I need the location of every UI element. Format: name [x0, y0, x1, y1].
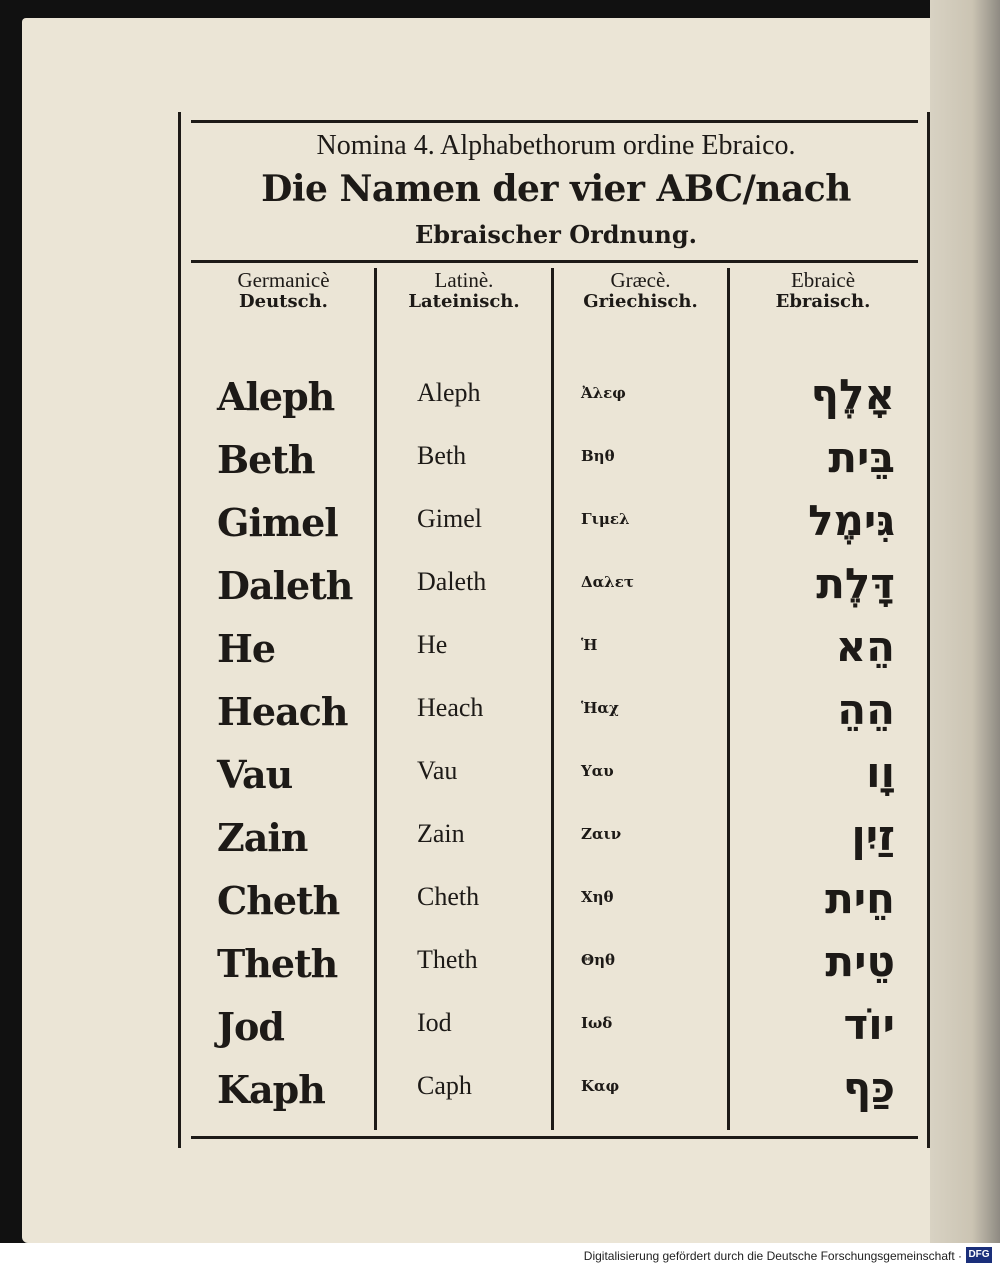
- table-row: [193, 998, 919, 1060]
- table-row: [193, 872, 919, 934]
- greek-name: Καφ: [581, 1077, 620, 1095]
- hebrew-name: בֵּית: [828, 433, 895, 482]
- german-name: Heach: [217, 689, 348, 734]
- german-name: Vau: [217, 752, 293, 797]
- german-name: Kaph: [217, 1067, 325, 1112]
- german-name: Aleph: [217, 374, 335, 419]
- latin-name: Beth: [417, 441, 467, 470]
- column-header-german-label: Lateinisch.: [408, 291, 520, 313]
- title-german-2: Ebraischer Ordnung.: [414, 220, 698, 249]
- column-header-greek: [554, 268, 727, 313]
- hebrew-name: הֵא: [835, 622, 895, 671]
- header-rule: [191, 260, 918, 263]
- hebrew-name: הֵהֵ: [837, 685, 895, 734]
- bottom-rule: [191, 1136, 918, 1139]
- table-row: [193, 620, 919, 682]
- footer-bar: [0, 1243, 1000, 1268]
- latin-name: Cheth: [417, 882, 480, 911]
- column-header-german-label: Deutsch.: [239, 291, 328, 313]
- hebrew-name: גִּימֶל: [808, 496, 895, 545]
- greek-name: Δαλετ: [581, 573, 634, 591]
- hebrew-name: חֵית: [825, 874, 895, 923]
- greek-name: Θηθ: [581, 951, 615, 969]
- latin-name: Caph: [417, 1071, 472, 1100]
- german-name: Zain: [217, 815, 308, 860]
- column-header-latin-label: Germanicè: [237, 268, 330, 292]
- table-row: [193, 1061, 919, 1123]
- table-row: [193, 683, 919, 745]
- hebrew-name: זַיִן: [851, 811, 895, 860]
- latin-name: Daleth: [417, 567, 487, 596]
- latin-name: Heach: [417, 693, 484, 722]
- greek-name: Γιμελ: [581, 510, 630, 528]
- hebrew-name: וָו: [866, 748, 895, 797]
- hebrew-name: יוֹד: [843, 1000, 895, 1049]
- german-name: Gimel: [217, 500, 338, 545]
- greek-name: Ιωδ: [581, 1014, 613, 1032]
- hebrew-name: דָּלֶת: [816, 559, 895, 608]
- hebrew-name: אָלֶף: [810, 370, 895, 419]
- greek-name: Ἀλεφ: [581, 384, 626, 402]
- latin-name: Vau: [417, 756, 458, 785]
- table-row: [193, 746, 919, 808]
- latin-name: Zain: [417, 819, 465, 848]
- german-name: Daleth: [217, 563, 353, 608]
- german-name: Theth: [217, 941, 338, 986]
- column-header-hebrew: [730, 268, 916, 313]
- table-row: [193, 494, 919, 556]
- table-row: [193, 431, 919, 493]
- column-header-german: [193, 268, 374, 313]
- title-german: Die Namen der vier ABC/nach: [261, 168, 851, 210]
- footer-credit: Digitalisierung gefördert durch die Deutsche Forschungsgemeinschaft ·: [583, 1249, 962, 1263]
- hebrew-name: טֵית: [825, 937, 895, 986]
- table-row: [193, 557, 919, 619]
- greek-name: Ζαιν: [581, 825, 622, 843]
- greek-name: Βηθ: [581, 447, 615, 465]
- table-row: [193, 368, 919, 430]
- column-header-latin: [377, 268, 551, 313]
- german-name: Jod: [217, 1004, 284, 1049]
- latin-name: He: [417, 630, 448, 659]
- greek-name: Χηθ: [581, 888, 614, 906]
- table-row: [193, 935, 919, 997]
- table-row: [193, 809, 919, 871]
- top-rule: [191, 120, 918, 123]
- latin-name: Theth: [417, 945, 478, 974]
- page-edge: [930, 0, 1000, 1243]
- hebrew-name: כַּף: [842, 1063, 895, 1112]
- dfg-logo: DFG: [966, 1247, 992, 1263]
- column-header-latin-label: Latinè.: [434, 268, 494, 292]
- column-header-german-label: Griechisch.: [583, 291, 698, 313]
- german-name: Cheth: [217, 878, 340, 923]
- column-header-latin-label: Græcè.: [610, 268, 671, 292]
- latin-name: Iod: [417, 1008, 452, 1037]
- german-name: Beth: [217, 437, 315, 482]
- latin-name: Gimel: [417, 504, 482, 533]
- latin-name: Aleph: [417, 378, 481, 407]
- column-header-german-label: Ebraisch.: [775, 291, 871, 313]
- greek-name: Υαυ: [581, 762, 614, 780]
- column-header-latin-label: Ebraicè: [790, 268, 856, 292]
- title-latin: Nomina 4. Alphabethorum ordine Ebraico.: [316, 130, 796, 161]
- greek-name: Ἡαχ: [581, 699, 619, 717]
- greek-name: Ἡ: [581, 636, 598, 654]
- german-name: He: [217, 626, 276, 671]
